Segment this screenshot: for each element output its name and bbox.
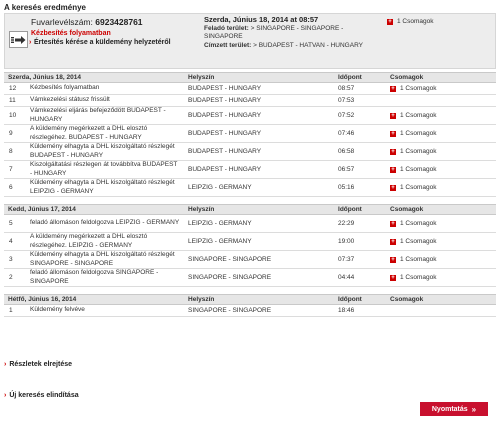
print-button[interactable]: [420, 402, 488, 416]
event-location: LEIPZIG - GERMANY: [184, 179, 334, 197]
row-packages-label: 1 Csomagok: [400, 166, 437, 173]
row-packages-toggle[interactable]: [390, 112, 492, 119]
origin-value: > SINGAPORE - SINGAPORE - SINGAPORE: [204, 24, 344, 41]
double-chevron-right-icon: »: [471, 404, 477, 414]
airway-bill-number: 6923428761: [95, 17, 143, 27]
group-date: Kedd, Június 17, 2014: [4, 205, 184, 215]
event-number: 4: [4, 233, 26, 251]
table-row: [4, 143, 496, 161]
event-description: [26, 95, 184, 107]
shipment-summary: [4, 13, 496, 69]
location-header: Helyszín: [184, 73, 334, 83]
event-description-text: Küldemény elhagyta a DHL kiszolgáltató részlegét LEIPZIG - GERMANY: [30, 179, 175, 195]
row-packages-toggle[interactable]: [390, 130, 492, 137]
expand-plus-icon: +: [391, 166, 395, 173]
packages-header: Csomagok: [386, 73, 496, 83]
chevron-right-icon: ›: [4, 392, 7, 399]
row-packages-toggle[interactable]: [390, 256, 492, 263]
event-description: [26, 161, 184, 179]
event-description: [26, 269, 184, 287]
event-number: 9: [4, 125, 26, 143]
origin-label: Feladó terület:: [204, 24, 249, 32]
notify-link-label: Értesítés kérése a küldemény helyzetéről: [34, 39, 171, 46]
expand-plus-icon: +: [391, 85, 395, 92]
event-number: 2: [4, 269, 26, 287]
event-location: BUDAPEST - HUNGARY: [184, 95, 334, 107]
table-row: [4, 107, 496, 125]
row-packages-label: 1 Csomagok: [400, 238, 437, 245]
shipment-status: Kézbesítés folyamatban: [31, 30, 111, 37]
row-packages-label: 1 Csomagok: [400, 130, 437, 137]
row-packages-label: 1 Csomagok: [400, 274, 437, 281]
time-header: Időpont: [334, 295, 386, 305]
row-packages-toggle[interactable]: [390, 148, 492, 155]
event-number: 1: [4, 305, 26, 317]
airway-bill: [31, 17, 143, 27]
route-info: [204, 16, 379, 50]
summary-packages[interactable]: [387, 18, 434, 25]
row-packages-label: 1 Csomagok: [400, 220, 437, 227]
row-packages-toggle[interactable]: [390, 274, 492, 281]
table-row: [4, 305, 496, 317]
event-description-text: feladó állomáson feldolgozva SINGAPORE - SINGAPORE: [30, 269, 159, 285]
event-description: [26, 125, 184, 143]
tracking-events-table: [4, 72, 496, 317]
table-row: [4, 95, 496, 107]
airway-bill-label: Fuvarlevélszám:: [31, 17, 93, 27]
print-button-label: Nyomtatás: [431, 405, 468, 413]
location-header: Helyszín: [184, 295, 334, 305]
chevron-right-icon: ›: [29, 39, 32, 46]
event-description: [26, 83, 184, 95]
event-time: 06:57: [334, 161, 386, 179]
event-packages: [386, 161, 496, 179]
event-description-text: Vámkezelési státusz frissült: [30, 96, 110, 104]
packages-header: Csomagok: [386, 205, 496, 215]
new-search-link[interactable]: [4, 392, 79, 399]
event-number: 12: [4, 83, 26, 95]
row-packages-toggle[interactable]: [390, 166, 492, 173]
event-description-text: Küldemény felvéve: [30, 306, 85, 314]
event-packages: [386, 95, 496, 107]
date-group-header: [4, 295, 496, 305]
row-packages-toggle[interactable]: [390, 238, 492, 245]
group-date: Hétfő, Június 16, 2014: [4, 295, 184, 305]
table-row: [4, 269, 496, 287]
date-group-header: [4, 73, 496, 83]
page-title: A keresés eredménye: [4, 3, 86, 12]
event-packages: [386, 251, 496, 269]
row-packages-label: 1 Csomagok: [400, 256, 437, 263]
event-time: 07:52: [334, 107, 386, 125]
last-update-date: Szerda, Június 18, 2014 at 08:57: [204, 15, 319, 24]
event-time: 18:46: [334, 305, 386, 317]
event-time: 07:46: [334, 125, 386, 143]
event-description: [26, 251, 184, 269]
shipment-arrow-icon: [9, 31, 28, 48]
event-number: 5: [4, 215, 26, 233]
table-row: [4, 83, 496, 95]
row-packages-label: 1 Csomagok: [400, 85, 437, 92]
event-time: 06:58: [334, 143, 386, 161]
event-time: 19:00: [334, 233, 386, 251]
group-spacer: [4, 197, 496, 205]
event-time: 07:37: [334, 251, 386, 269]
event-description-text: feladó állomáson feldolgozva LEIPZIG - GERMANY: [30, 219, 180, 227]
expand-plus-icon: +: [391, 130, 395, 137]
expand-plus-icon: +: [391, 148, 395, 155]
time-header: Időpont: [334, 73, 386, 83]
event-location: SINGAPORE - SINGAPORE: [184, 305, 334, 317]
event-description: [26, 233, 184, 251]
table-row: [4, 179, 496, 197]
event-description-text: Kiszolgáltatási részlegen át továbbítva BUDAPEST - HUNGARY: [30, 161, 178, 177]
time-header: Időpont: [334, 205, 386, 215]
notify-link[interactable]: [29, 38, 174, 47]
event-packages: [386, 107, 496, 125]
event-time: 22:29: [334, 215, 386, 233]
event-location: BUDAPEST - HUNGARY: [184, 161, 334, 179]
event-number: 10: [4, 107, 26, 125]
table-row: [4, 215, 496, 233]
event-description-text: Kézbesítés folyamatban: [30, 84, 100, 92]
event-location: BUDAPEST - HUNGARY: [184, 125, 334, 143]
event-packages: [386, 233, 496, 251]
event-location: BUDAPEST - HUNGARY: [184, 143, 334, 161]
event-description-text: A küldemény megérkezett a DHL elosztó részlegéhez. LEIPZIG - GERMANY: [30, 233, 148, 249]
event-description: [26, 305, 184, 317]
event-packages: [386, 269, 496, 287]
expand-plus-icon: +: [388, 18, 392, 25]
event-description-text: A küldemény megérkezett a DHL elosztó részlegéhez. BUDAPEST - HUNGARY: [30, 125, 148, 141]
expand-plus-icon: +: [391, 256, 395, 263]
expand-plus-icon: +: [391, 238, 395, 245]
event-description: [26, 215, 184, 233]
event-description-text: Vámkezelési eljárás befejeződött BUDAPEST - HUNGARY: [30, 107, 166, 123]
group-spacer: [4, 287, 496, 295]
event-packages: [386, 179, 496, 197]
table-row: [4, 251, 496, 269]
table-row: [4, 161, 496, 179]
row-packages-label: 1 Csomagok: [400, 184, 437, 191]
event-description: [26, 179, 184, 197]
date-group-header: [4, 205, 496, 215]
summary-packages-label: 1 Csomagok: [397, 18, 434, 25]
event-time: 04:44: [334, 269, 386, 287]
event-number: 3: [4, 251, 26, 269]
event-description: [26, 143, 184, 161]
event-location: BUDAPEST - HUNGARY: [184, 83, 334, 95]
expand-plus-icon: +: [391, 220, 395, 227]
event-number: 7: [4, 161, 26, 179]
event-location: SINGAPORE - SINGAPORE: [184, 269, 334, 287]
location-header: Helyszín: [184, 205, 334, 215]
event-location: BUDAPEST - HUNGARY: [184, 107, 334, 125]
event-location: SINGAPORE - SINGAPORE: [184, 251, 334, 269]
event-packages: [386, 143, 496, 161]
new-search-label: Új keresés elindítása: [9, 392, 79, 399]
event-description-text: Küldemény elhagyta a DHL kiszolgáltató részlegét BUDAPEST - HUNGARY: [30, 143, 175, 159]
event-location: LEIPZIG - GERMANY: [184, 233, 334, 251]
expand-plus-icon: +: [391, 112, 395, 119]
table-row: [4, 233, 496, 251]
event-description-text: Küldemény elhagyta a DHL kiszolgáltató részlegét SINGAPORE - SINGAPORE: [30, 251, 175, 267]
hide-details-link[interactable]: [4, 361, 72, 368]
row-packages-toggle[interactable]: [390, 184, 492, 191]
destination-label: Címzett terület:: [204, 41, 252, 49]
event-packages: [386, 305, 496, 317]
expand-plus-icon: +: [391, 184, 395, 191]
group-date: Szerda, Június 18, 2014: [4, 73, 184, 83]
event-number: 8: [4, 143, 26, 161]
row-packages-label: 1 Csomagok: [400, 148, 437, 155]
event-packages: [386, 215, 496, 233]
event-time: 05:16: [334, 179, 386, 197]
event-number: 11: [4, 95, 26, 107]
event-time: 07:53: [334, 95, 386, 107]
event-time: 08:57: [334, 83, 386, 95]
event-packages: [386, 125, 496, 143]
chevron-right-icon: ›: [4, 361, 7, 368]
packages-header: Csomagok: [386, 295, 496, 305]
destination-value: > BUDAPEST - HATVAN - HUNGARY: [253, 41, 363, 49]
row-packages-toggle[interactable]: [390, 220, 492, 227]
row-packages-toggle[interactable]: [390, 85, 492, 92]
event-description: [26, 107, 184, 125]
event-packages: [386, 83, 496, 95]
row-packages-label: 1 Csomagok: [400, 112, 437, 119]
event-location: LEIPZIG - GERMANY: [184, 215, 334, 233]
event-number: 6: [4, 179, 26, 197]
table-row: [4, 125, 496, 143]
expand-plus-icon: +: [391, 274, 395, 281]
hide-details-label: Részletek elrejtése: [9, 361, 72, 368]
